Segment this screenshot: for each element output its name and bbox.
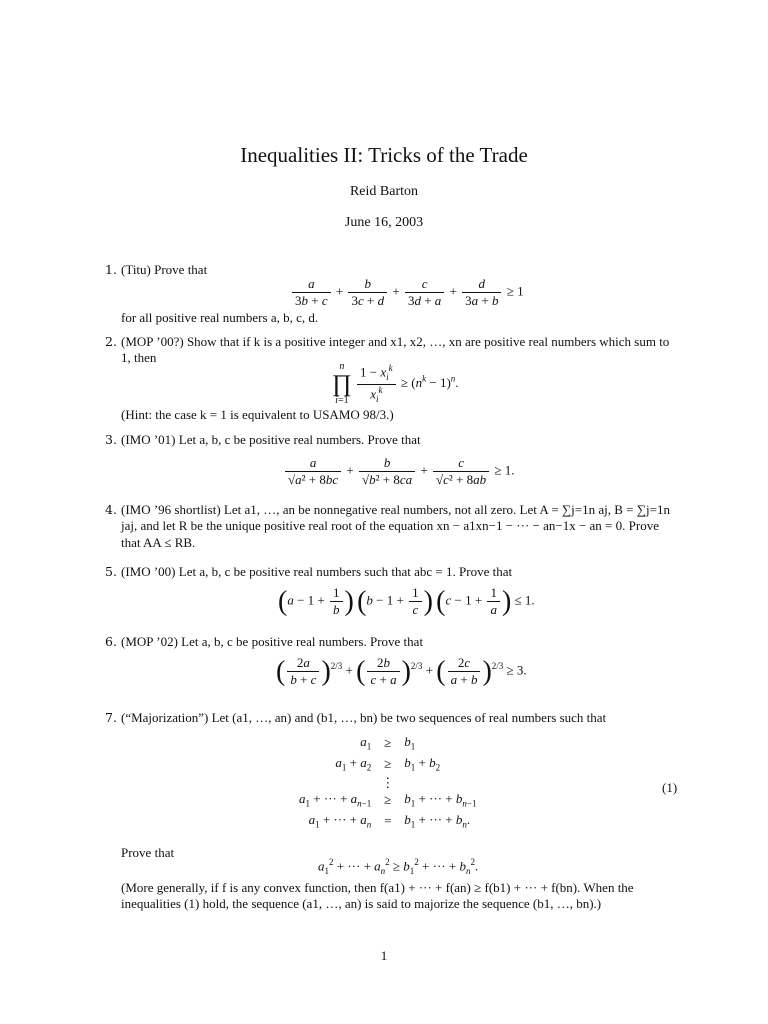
problem-4-number: 4. xyxy=(105,502,117,517)
problem-1-text: (Titu) Prove that xyxy=(121,262,208,277)
paper-date: June 16, 2003 xyxy=(344,215,424,230)
paper-title: Inequalities II: Tricks of the Trade xyxy=(240,143,528,167)
problem-7-after: (More generally, if f is any convex function, then f(a1) + ··· + f(an) ≥ f(b1) + ··· + f(bn). When the inequalities (1) hold, the sequence (a1, …, an) is said to majorize the sequence (b1, …, bn).) xyxy=(121,880,634,912)
problem-7-text: (“Majorization”) Let (a1, …, an) and (b1, …, bn) be two sequences of real numbers such that xyxy=(121,710,607,725)
problem-1-equation: $\frac{a}{3b + c}$ + $\frac{b}{3c + d}$ + $\frac{c}{3d + a}$ + $\frac{d}{3a + b}$ ≥ 1 xyxy=(290,276,524,310)
page-number: 1 xyxy=(380,948,388,963)
problem-1-after: for all positive real numbers a, b, c, d. xyxy=(121,310,319,325)
problem-7-aligned-inequalities: $a_1$ ≥ $b_1$ $a_1 + a_2$ ≥ $b_1 + b_2$ ⋮ $a_1$ + ··· + $a_{n-1}$ ≥ $b_1$ + ··· + $b_{n-1}$ $a_1$ + ··· + $a_n$ = $b_1$ + ··· + $b_n$. xyxy=(299,734,477,830)
problem-3-text: (IMO ’01) Let a, b, c be positive real numbers. Prove that xyxy=(121,432,421,447)
problem-3-equation: $\frac{a}{\text{√a² + 8bc}}$ + $\frac{b}{\text{√b² + 8ca}}$ + $\frac{c}{\text{√c² + 8ab}}$ ≥ 1. xyxy=(283,455,515,489)
equation-number: (1) xyxy=(662,780,678,795)
problem-2-number: 2. xyxy=(105,334,117,349)
problem-6-text: (MOP ’02) Let a, b, c be positive real numbers. Prove that xyxy=(121,634,424,649)
problem-7-equation: $a_1^2$ + ··· + $a_n^2 \ge b_1^2$ + ··· + $b_n^2$. xyxy=(318,857,479,876)
problem-2-hint: (Hint: the case k = 1 is equivalent to USAMO 98/3.) xyxy=(121,407,394,422)
problem-6-equation: ( $\frac{2a}{b + c}$ )$^{2/3}$ + ( $\frac{2b}{c + a}$ )$^{2/3}$ + ( $\frac{2c}{a + b}$ )$^{2/3}$ ≥ 3. xyxy=(276,654,527,687)
problem-5-text: (IMO ’00) Let a, b, c be positive real numbers such that abc = 1. Prove that xyxy=(121,564,513,579)
problem-5-equation: (a − 1 + $\frac{1}{b}$ ) (b − 1 + $\frac{1}{c}$ ) (c − 1 + $\frac{1}{a}$ ) ≤ 1. xyxy=(278,584,535,617)
problem-6-number: 6. xyxy=(105,634,117,649)
problem-2-equation: n ∏ i=1 $\frac{1 - x_i^k}{x_i^k}$ ≥ $(n^k - 1)^n$. xyxy=(332,361,459,406)
problem-5-number: 5. xyxy=(105,564,117,579)
problem-1-number: 1. xyxy=(105,262,117,277)
problem-3-number: 3. xyxy=(105,432,117,447)
problem-4-text: (IMO ’96 shortlist) Let a1, …, an be nonnegative real numbers, not all zero. Let A = ∑j=1n aj, B = ∑j=1n jaj, and let R be the unique positive real root of the equation xn − a1xn−1 − ··· − an−1x − an = 0. Prove that AA ≤ RB. xyxy=(121,502,670,550)
problem-7-prove: Prove that xyxy=(121,845,175,860)
paper-author: Reid Barton xyxy=(349,184,419,199)
problem-7-number: 7. xyxy=(105,710,117,725)
problem-2-text: (MOP ’00?) Show that if k is a positive integer and x1, x2, …, xn are positive real numbers which sum to 1, then xyxy=(121,334,670,366)
